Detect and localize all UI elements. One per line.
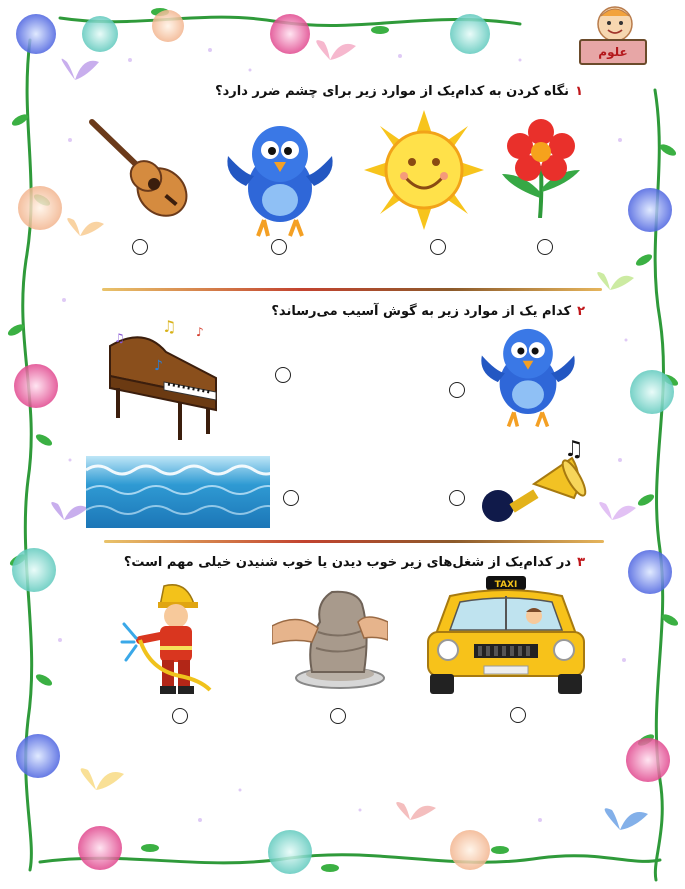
question-number: ۳ bbox=[577, 555, 585, 570]
taxi-sign-text: TAXI bbox=[494, 580, 518, 590]
potter-icon bbox=[272, 582, 388, 692]
svg-text:♫: ♫ bbox=[114, 331, 125, 345]
question-number: ۲ bbox=[577, 304, 585, 319]
smiling-face-icon bbox=[595, 4, 635, 44]
horn-icon bbox=[480, 434, 590, 528]
q1-option-bird-radio[interactable] bbox=[271, 239, 287, 255]
svg-text:♫: ♫ bbox=[564, 437, 584, 462]
bird-icon bbox=[478, 320, 578, 430]
svg-text:♪: ♪ bbox=[154, 358, 163, 374]
question-2 bbox=[271, 304, 585, 319]
firefighter-icon bbox=[120, 580, 216, 696]
question-text: در کدام‌یک از شغل‌های زیر خوب دیدن یا خوب شنیدن خیلی مهم است؟ bbox=[123, 555, 572, 570]
piano-icon bbox=[104, 318, 228, 442]
section-divider bbox=[104, 540, 604, 543]
subject-badge bbox=[551, 2, 671, 78]
question-text: نگاه کردن به کدام‌یک از موارد زیر برای چشم ضرر دارد؟ bbox=[215, 84, 570, 99]
q2-option-bird-radio[interactable] bbox=[449, 382, 465, 398]
question-number: ۱ bbox=[575, 84, 583, 99]
subject-label: علوم bbox=[579, 39, 647, 65]
section-divider bbox=[102, 288, 602, 291]
taxi-icon bbox=[424, 574, 588, 698]
svg-text:♪: ♪ bbox=[196, 325, 204, 339]
q1-option-guitar-radio[interactable] bbox=[132, 239, 148, 255]
question-3 bbox=[124, 555, 585, 570]
q1-option-sun-radio[interactable] bbox=[430, 239, 446, 255]
q3-option-firefighter-radio[interactable] bbox=[172, 708, 188, 724]
q3-option-taxi-radio[interactable] bbox=[510, 707, 526, 723]
q2-option-horn-radio[interactable] bbox=[449, 490, 465, 506]
flower-icon bbox=[498, 118, 584, 218]
question-1 bbox=[215, 84, 583, 99]
bird-icon bbox=[224, 116, 336, 240]
q2-option-piano-radio[interactable] bbox=[275, 367, 291, 383]
sea-waves bbox=[86, 456, 270, 528]
q1-option-flower-radio[interactable] bbox=[537, 239, 553, 255]
question-text: کدام یک از موارد زیر به گوش آسیب می‌رساند؟ bbox=[271, 304, 572, 319]
q3-option-potter-radio[interactable] bbox=[330, 708, 346, 724]
svg-text:♫: ♫ bbox=[162, 318, 177, 336]
guitar-icon bbox=[86, 116, 202, 232]
sun-icon bbox=[362, 108, 486, 232]
q2-option-sea-radio[interactable] bbox=[283, 490, 299, 506]
